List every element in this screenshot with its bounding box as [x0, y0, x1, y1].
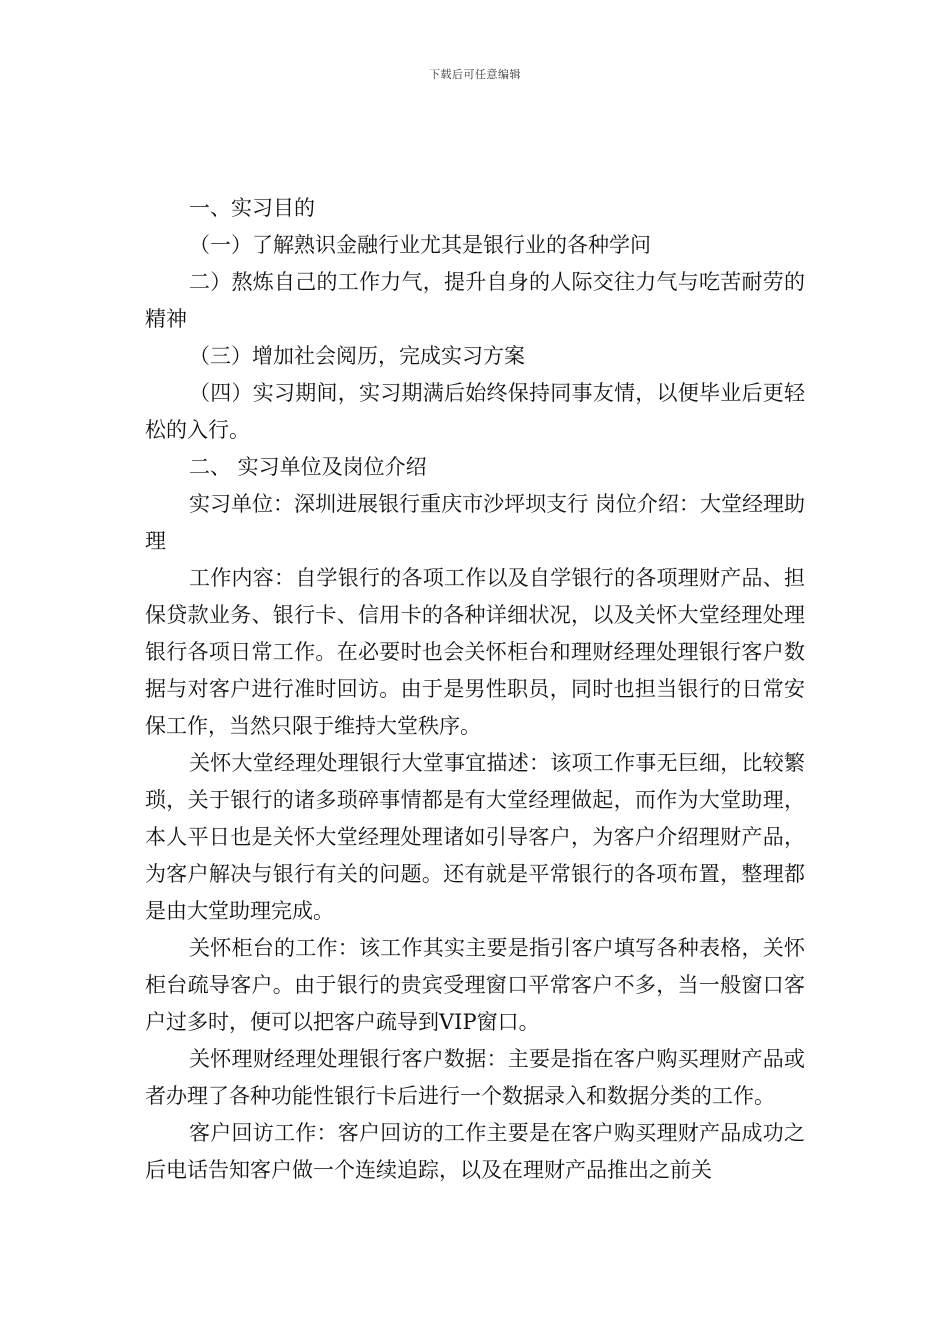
paragraph-lobby-duties: 关怀大堂经理处理银行大堂事宜描述：该项工作事无巨细，比较繁琐，关于银行的诸多琐碎事情都是有大堂经理做起，而作为大堂助理，本人平日也是关怀大堂经理处理诸如引导客户，为客户介绍理财产品，为客户解决与银行有关的问题。还有就是平常银行的各项布置，整理都是由大堂助理完成。 [145, 751, 805, 923]
paragraph-wealth-data: 关怀理财经理处理银行客户数据：主要是指在客户购买理财产品或者办理了各种功能性银行卡后进行一个数据录入和数据分类的工作。 [145, 1047, 805, 1108]
section-heading-purpose: 一、实习目的 [189, 196, 315, 220]
paragraph-item-3: （三）增加社会阅历，完成实习方案 [189, 344, 525, 368]
section-heading-unit: 二、 实习单位及岗位介绍 [189, 455, 427, 479]
paragraph-item-2: 二）熬炼自己的工作力气，提升自身的人际交往力气与吃苦耐劳的精神 [145, 270, 805, 331]
paragraph-work-content: 工作内容：自学银行的各项工作以及自学银行的各项理财产品、担保贷款业务、银行卡、信用卡的各种详细状况，以及关怀大堂经理处理银行各项日常工作。在必要时也会关怀柜台和理财经理处理银行客户数据与对客户进行准时回访。由于是男性职员，同时也担当银行的日常安保工作，当然只限于维持大堂秩序。 [145, 566, 805, 738]
paragraph-unit-info: 实习单位：深圳进展银行重庆市沙坪坝支行 岗位介绍：大堂经理助理 [145, 492, 805, 553]
page-header-note: 下载后可任意编辑 [429, 68, 521, 81]
paragraph-counter-duties: 关怀柜台的工作：该工作其实主要是指引客户填写各种表格，关怀柜台疏导客户。由于银行的贵宾受理窗口平常客户不多，当一般窗口客户过多时，便可以把客户疏导到VIP窗口。 [145, 936, 805, 1034]
paragraph-item-1: （一）了解熟识金融行业尤其是银行业的各种学问 [189, 233, 651, 257]
paragraph-customer-followup: 客户回访工作：客户回访的工作主要是在客户购买理财产品成功之后电话告知客户做一个连续追踪，以及在理财产品推出之前关 [145, 1121, 805, 1182]
paragraph-item-4: （四）实习期间，实习期满后始终保持同事友情，以便毕业后更轻松的入行。 [145, 381, 805, 442]
document-body [145, 190, 805, 1189]
